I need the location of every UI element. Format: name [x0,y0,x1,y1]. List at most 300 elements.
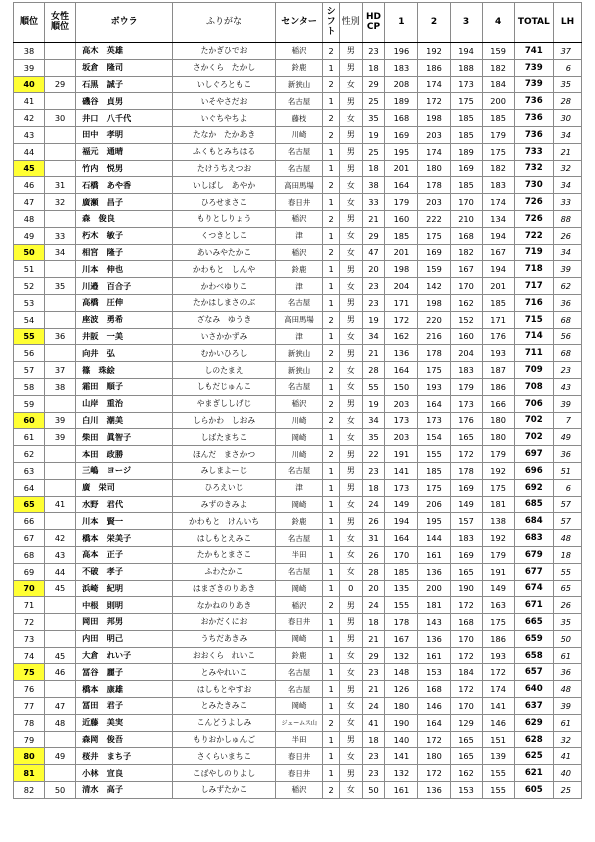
hdcp-cell: 35 [362,429,385,446]
lh-cell: 32 [553,731,581,748]
shift-cell: 1 [323,160,340,177]
women-rank-cell: 42 [45,530,76,547]
rank-cell: 54 [14,311,45,328]
furigana-cell: しばたまちこ [173,429,275,446]
total-score: 692 [514,479,553,496]
table-row [14,462,582,479]
header-shift-text: シフト [326,7,336,37]
header-women-rank-text: 女性順位 [51,12,70,32]
hdcp-cell: 26 [362,546,385,563]
game3-score: 165 [450,563,482,580]
table-row [14,630,582,647]
shift-cell: 1 [323,630,340,647]
game4-score: 191 [482,563,514,580]
game3-score: 190 [450,580,482,597]
rank-cell: 59 [14,395,45,412]
game4-score: 182 [482,160,514,177]
furigana-cell: ひろせまさこ [173,194,275,211]
lh-cell: 49 [553,429,581,446]
gender-cell: 女 [339,194,362,211]
game4-score: 187 [482,362,514,379]
lh-cell: 6 [553,59,581,76]
table-row [14,731,582,748]
gender-cell: 女 [339,412,362,429]
hdcp-cell: 55 [362,378,385,395]
women-rank-cell: 41 [45,496,76,513]
game3-score: 210 [450,210,482,227]
game3-score: 168 [450,614,482,631]
bowler-name: 井口 八千代 [76,110,173,127]
center-cell: 岡崎 [275,698,323,715]
game4-score: 141 [482,698,514,715]
table-row [14,563,582,580]
shift-cell: 1 [323,614,340,631]
lh-cell: 34 [553,177,581,194]
game4-score: 139 [482,748,514,765]
total-score: 637 [514,698,553,715]
game3-score: 152 [450,311,482,328]
women-rank-cell: 32 [45,194,76,211]
table-row [14,76,582,93]
total-score: 706 [514,395,553,412]
bowler-name: 井阪 一美 [76,328,173,345]
bowler-name: 本田 政勝 [76,446,173,463]
women-rank-cell: 50 [45,782,76,799]
gender-cell: 男 [339,395,362,412]
total-score: 732 [514,160,553,177]
hdcp-cell: 24 [362,496,385,513]
table-row [14,395,582,412]
rank-cell: 79 [14,731,45,748]
hdcp-cell: 34 [362,412,385,429]
lh-cell: 25 [553,782,581,799]
rank-cell: 70 [14,580,45,597]
center-cell: 津 [275,328,323,345]
lh-cell: 23 [553,362,581,379]
hdcp-cell: 34 [362,328,385,345]
game3-score: 162 [450,765,482,782]
lh-cell: 35 [553,76,581,93]
hdcp-cell: 23 [362,748,385,765]
game4-score: 201 [482,278,514,295]
lh-cell: 50 [553,630,581,647]
furigana-cell: たかはしまさのぶ [173,294,275,311]
game3-score: 172 [450,446,482,463]
hdcp-cell: 19 [362,126,385,143]
bowler-name: 朽木 敏子 [76,227,173,244]
gender-cell: 男 [339,93,362,110]
center-cell: 新狭山 [275,345,323,362]
shift-cell: 1 [323,479,340,496]
gender-cell: 男 [339,143,362,160]
game1-score: 173 [385,412,418,429]
lh-cell: 88 [553,210,581,227]
shift-cell: 2 [323,446,340,463]
game4-score: 134 [482,210,514,227]
shift-cell: 1 [323,227,340,244]
center-cell: 新狭山 [275,362,323,379]
table-row [14,261,582,278]
shift-cell: 2 [323,345,340,362]
game4-score: 185 [482,294,514,311]
gender-cell: 女 [339,496,362,513]
game4-score: 181 [482,496,514,513]
hdcp-cell: 21 [362,681,385,698]
lh-cell: 51 [553,462,581,479]
bowler-name: 高本 正子 [76,546,173,563]
women-rank-cell: 33 [45,227,76,244]
center-cell: 名古屋 [275,681,323,698]
game4-score: 167 [482,244,514,261]
rank-cell: 80 [14,748,45,765]
hdcp-cell: 25 [362,93,385,110]
game2-score: 180 [418,160,450,177]
game2-score: 172 [418,765,450,782]
rank-cell: 43 [14,126,45,143]
gender-cell: 男 [339,765,362,782]
game1-score: 141 [385,748,418,765]
game2-score: 185 [418,462,450,479]
game1-score: 132 [385,765,418,782]
game3-score: 183 [450,530,482,547]
hdcp-cell: 28 [362,362,385,379]
hdcp-cell: 20 [362,261,385,278]
women-rank-cell [45,479,76,496]
lh-cell: 68 [553,345,581,362]
table-row [14,160,582,177]
game2-score: 198 [418,110,450,127]
hdcp-cell: 23 [362,462,385,479]
total-score: 730 [514,177,553,194]
header-lh: LH [553,3,581,43]
game3-score: 185 [450,110,482,127]
shift-cell: 2 [323,43,340,60]
gender-cell: 男 [339,345,362,362]
gender-cell: 女 [339,227,362,244]
game4-score: 193 [482,345,514,362]
game2-score: 193 [418,378,450,395]
women-rank-cell [45,294,76,311]
center-cell: 高田馬場 [275,177,323,194]
game2-score: 142 [418,278,450,295]
center-cell: 名古屋 [275,664,323,681]
game3-score: 182 [450,244,482,261]
women-rank-cell [45,614,76,631]
game3-score: 157 [450,513,482,530]
furigana-cell: ふくもとみちはる [173,143,275,160]
lh-cell: 40 [553,765,581,782]
total-score: 621 [514,765,553,782]
hdcp-cell: 22 [362,446,385,463]
game2-score: 164 [418,395,450,412]
table-row [14,328,582,345]
shift-cell: 1 [323,378,340,395]
lh-cell: 61 [553,647,581,664]
lh-cell: 36 [553,294,581,311]
game2-score: 154 [418,429,450,446]
bowler-name: 森 俊良 [76,210,173,227]
women-rank-cell [45,59,76,76]
women-rank-cell [45,513,76,530]
total-score: 625 [514,748,553,765]
game2-score: 206 [418,496,450,513]
game1-score: 168 [385,110,418,127]
rank-cell: 60 [14,412,45,429]
gender-cell: 男 [339,446,362,463]
furigana-cell: むかいひろし [173,345,275,362]
game2-score: 173 [418,412,450,429]
table-row [14,177,582,194]
game4-score: 163 [482,597,514,614]
game2-score: 195 [418,513,450,530]
game3-score: 189 [450,143,482,160]
total-score: 719 [514,244,553,261]
bowler-name: 内田 明己 [76,630,173,647]
bowler-name: 近藤 美実 [76,714,173,731]
game4-score: 175 [482,479,514,496]
game3-score: 176 [450,412,482,429]
header-hdcp-text: HDCP [365,12,381,32]
game2-score: 181 [418,597,450,614]
total-score: 659 [514,630,553,647]
game4-score: 186 [482,630,514,647]
furigana-cell: とみやれいこ [173,664,275,681]
game1-score: 172 [385,311,418,328]
total-score: 726 [514,194,553,211]
lh-cell: 65 [553,580,581,597]
women-rank-cell: 39 [45,429,76,446]
gender-cell: 男 [339,597,362,614]
rank-cell: 53 [14,294,45,311]
gender-cell: 女 [339,748,362,765]
game2-score: 168 [418,681,450,698]
gender-cell: 女 [339,177,362,194]
shift-cell: 2 [323,76,340,93]
game1-score: 208 [385,76,418,93]
lh-cell: 43 [553,378,581,395]
game4-score: 172 [482,664,514,681]
center-cell: 春日井 [275,614,323,631]
women-rank-cell [45,43,76,60]
table-row [14,59,582,76]
table-row [14,597,582,614]
rank-cell: 47 [14,194,45,211]
shift-cell: 2 [323,362,340,379]
game1-score: 148 [385,664,418,681]
rank-cell: 56 [14,345,45,362]
rank-cell: 51 [14,261,45,278]
game4-score: 175 [482,143,514,160]
lh-cell: 55 [553,563,581,580]
furigana-cell: いぐちやちよ [173,110,275,127]
game4-score: 174 [482,681,514,698]
center-cell: 半田 [275,731,323,748]
bowler-name: 大倉 れい子 [76,647,173,664]
women-rank-cell: 45 [45,580,76,597]
women-rank-cell: 47 [45,698,76,715]
center-cell: 名古屋 [275,378,323,395]
hdcp-cell: 47 [362,244,385,261]
gender-cell: 女 [339,546,362,563]
rank-cell: 41 [14,93,45,110]
game2-score: 200 [418,580,450,597]
game4-score: 180 [482,429,514,446]
total-score: 697 [514,446,553,463]
women-rank-cell: 39 [45,412,76,429]
shift-cell: 1 [323,93,340,110]
game2-score: 180 [418,748,450,765]
score-table [13,2,582,799]
table-row [14,194,582,211]
header-furigana: ふりがな [173,3,275,43]
game3-score: 169 [450,546,482,563]
shift-cell: 1 [323,59,340,76]
hdcp-cell: 18 [362,479,385,496]
game1-score: 173 [385,479,418,496]
hdcp-cell: 50 [362,782,385,799]
center-cell: 春日井 [275,765,323,782]
shift-cell: 2 [323,311,340,328]
game3-score: 165 [450,731,482,748]
gender-cell: 男 [339,43,362,60]
rank-cell: 77 [14,698,45,715]
women-rank-cell [45,681,76,698]
gender-cell: 男 [339,311,362,328]
game2-score: 174 [418,143,450,160]
lh-cell: 18 [553,546,581,563]
lh-cell: 39 [553,698,581,715]
game4-score: 184 [482,76,514,93]
game2-score: 186 [418,59,450,76]
bowler-name: 霜田 順子 [76,378,173,395]
game4-score: 200 [482,93,514,110]
game2-score: 146 [418,698,450,715]
center-cell: 高田馬場 [275,311,323,328]
table-row [14,698,582,715]
total-score: 715 [514,311,553,328]
center-cell: 藤枝 [275,110,323,127]
hdcp-cell: 19 [362,395,385,412]
total-score: 658 [514,647,553,664]
women-rank-cell: 34 [45,244,76,261]
game2-score: 203 [418,194,450,211]
rank-cell: 82 [14,782,45,799]
bowler-name: 不破 孝子 [76,563,173,580]
shift-cell: 1 [323,294,340,311]
shift-cell: 2 [323,177,340,194]
game2-score: 161 [418,546,450,563]
game1-score: 135 [385,580,418,597]
header-game3: 3 [450,3,482,43]
gender-cell: 女 [339,647,362,664]
game1-score: 160 [385,210,418,227]
center-cell: 鈴鹿 [275,59,323,76]
game3-score: 169 [450,479,482,496]
bowler-name: 廣瀬 昌子 [76,194,173,211]
lh-cell: 34 [553,244,581,261]
game3-score: 173 [450,395,482,412]
hdcp-cell: 31 [362,530,385,547]
shift-cell: 1 [323,194,340,211]
game3-score: 184 [450,664,482,681]
game2-score: 144 [418,530,450,547]
furigana-cell: いしぐろともこ [173,76,275,93]
bowler-name: 田中 孝明 [76,126,173,143]
gender-cell: 男 [339,126,362,143]
game1-score: 164 [385,177,418,194]
shift-cell: 1 [323,664,340,681]
table-row [14,143,582,160]
center-cell: 津 [275,479,323,496]
shift-cell: 1 [323,278,340,295]
game4-score: 175 [482,614,514,631]
game2-score: 136 [418,782,450,799]
lh-cell: 36 [553,664,581,681]
game2-score: 216 [418,328,450,345]
game3-score: 178 [450,462,482,479]
furigana-cell: ざなみ ゆうき [173,311,275,328]
game3-score: 204 [450,345,482,362]
game3-score: 167 [450,261,482,278]
hdcp-cell: 23 [362,294,385,311]
game1-score: 198 [385,261,418,278]
lh-cell: 6 [553,479,581,496]
shift-cell: 2 [323,126,340,143]
game3-score: 165 [450,748,482,765]
game2-score: 161 [418,647,450,664]
bowler-name: 森岡 俊吾 [76,731,173,748]
shift-cell: 1 [323,530,340,547]
gender-cell: 男 [339,731,362,748]
gender-cell: 女 [339,563,362,580]
center-cell: 名古屋 [275,563,323,580]
lh-cell: 61 [553,714,581,731]
table-body [14,43,582,799]
game4-score: 159 [482,43,514,60]
game4-score: 146 [482,714,514,731]
game4-score: 180 [482,412,514,429]
lh-cell: 28 [553,93,581,110]
rank-cell: 46 [14,177,45,194]
table-row [14,311,582,328]
center-cell: 稲沢 [275,43,323,60]
center-cell: 鈴鹿 [275,513,323,530]
bowler-name: 篠 珠絵 [76,362,173,379]
game1-score: 167 [385,630,418,647]
furigana-cell: なかねのりあき [173,597,275,614]
lh-cell: 7 [553,412,581,429]
table-row [14,496,582,513]
total-score: 726 [514,210,553,227]
rank-cell: 57 [14,362,45,379]
game4-score: 194 [482,261,514,278]
total-score: 741 [514,43,553,60]
game1-score: 194 [385,513,418,530]
table-row [14,446,582,463]
rank-cell: 52 [14,278,45,295]
lh-cell: 34 [553,126,581,143]
total-score: 657 [514,664,553,681]
game2-score: 175 [418,227,450,244]
gender-cell: 男 [339,513,362,530]
bowler-name: 山岸 重治 [76,395,173,412]
rank-cell: 48 [14,210,45,227]
gender-cell: 女 [339,782,362,799]
women-rank-cell: 38 [45,378,76,395]
game4-score: 176 [482,328,514,345]
bowler-name: 中根 則明 [76,597,173,614]
bowler-name: 高木 英雄 [76,43,173,60]
